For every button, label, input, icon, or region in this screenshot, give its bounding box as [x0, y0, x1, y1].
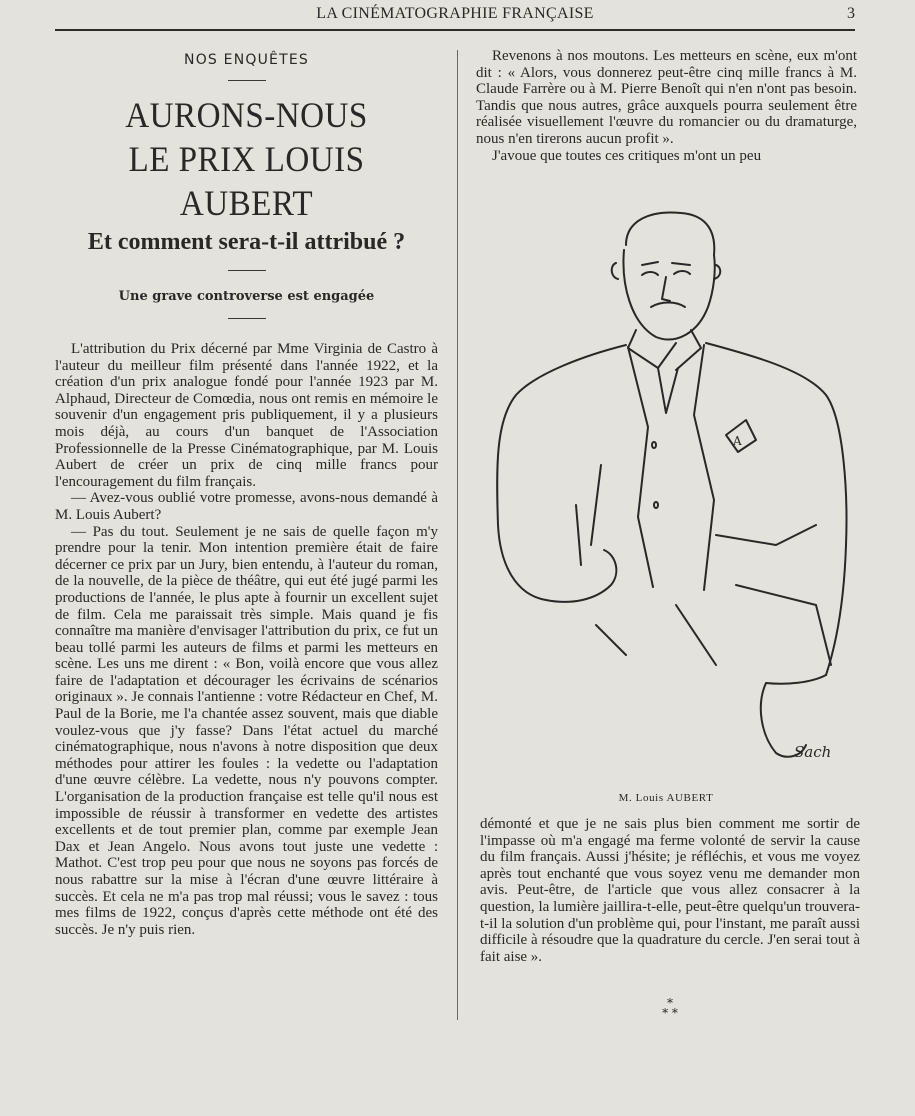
badge-letter: A	[733, 434, 742, 448]
headline	[70, 93, 422, 225]
deck-rule	[228, 318, 266, 319]
collar	[628, 330, 701, 370]
paragraph: J'avoue que toutes ces critiques m'ont un peu	[492, 147, 762, 164]
eyes	[642, 271, 690, 275]
eyebrows	[642, 262, 690, 265]
deck: Une grave controverse est engagée	[118, 289, 375, 304]
jacket-buttons	[652, 442, 658, 508]
necktie	[658, 368, 678, 413]
headline-line-1: AURONS-NOUS	[125, 95, 368, 135]
article-body-right-top	[476, 48, 857, 164]
subheadline: Et comment sera-t-il attribué ?	[87, 229, 406, 255]
article-body-right-bottom	[480, 816, 860, 965]
paragraph: Revenons à nos moutons. Les metteurs en scène, eux m'ont dit : « Alors, vous donnerez peut-être cinq mille francs à M. Claude Farrère ou à M. Pierre Benoît qui n'en n'ont pas besoin. Tandis que nous autres, grâce auxquels pourra seulement être réalisée visuellement l'œuvre du romancier ou du dramaturge, nous n'en tirerons aucun profit ».	[476, 48, 857, 147]
jacket-hem	[596, 605, 716, 665]
artist-signature: Sach	[794, 743, 832, 761]
page-number: 3	[847, 5, 855, 22]
jacket-lower	[716, 525, 831, 665]
section-kicker: NOS ENQUÊTES	[184, 52, 309, 68]
asterism-top: *	[667, 996, 673, 1010]
jacket-folds	[576, 465, 601, 565]
left-column	[55, 48, 438, 938]
paragraph: — Avez-vous oublié votre promesse, avons-nous demandé à M. Louis Aubert?	[55, 490, 438, 523]
illustration-caption: M. Louis AUBERT	[618, 792, 714, 804]
paragraph: L'attribution du Prix décerné par Mme Virginia de Castro à l'auteur du meilleur film présenté dans l'année 1922, et la création d'un prix analogue fondé pour l'année 1923 par M. Alphaud, Directeur de Comœdia, nous ont remis en mémoire le souvenir d'un engagement pris publiquement, il y a plusieurs mois déjà, au cours d'un banquet de l'Association Professionnelle de la Presse Cinématographique, par M. Louis Aubert de créer un prix de cinq mille francs pour l'encouragement du film français.	[55, 341, 438, 490]
hair-outline	[626, 212, 714, 255]
asterism-ornament	[655, 998, 685, 1018]
moustache	[651, 303, 685, 308]
kicker-rule	[228, 80, 266, 81]
paragraph: — Pas du tout. Seulement je ne sais de quelle façon m'y prendre pour la tenir. Mon intention première était de faire décerner ce prix par un Jury, bien entendu, à l'auteur du roman, de la nouvelle, de la pièce de théâtre, qui eut été jugé parmi les productions de l'année, le plus apte à fournir un excellent sujet de film. Cela me paraissait très simple. Mais quand je fis connaître ma manière d'envisager l'attribution du prix, ce fut un beau tollé parmi les auteurs de films et parmi les metteurs en scène. Les uns me dirent : « Bon, voilà encore que vous allez faire de l'adaptation et décourager les écrivains de scénarios originaux ». Je connais l'antienne : votre Rédacteur en Chef, M. Paul de la Borie, me l'a chantée assez souvent, mais que diable voulez-vous que j'y fasse? Dans l'état actuel du marché cinématographique, nous n'avons à notre disposition que deux méthodes pour attirer les foules : la vedette ou l'adaptation d'une œuvre célèbre. La vedette, nous n'y pouvons compter. L'organisation de la production française est telle qu'il nous est impossible de réussir à transformer en vedette des artistes excellents et de tout premier plan, comme par exemple Jean Dax et Jean Angelo. Nous avons tout juste une vedette : Mathot. C'est trop peu pour que nous ne soyons pas forcés de nous rabattre sur la mise à l'écran d'une œuvre littéraire à succès. Et cela ne m'a pas trop mal réussi; vous le savez : tous mes films de 1922, conçus d'après cette méthode ont été des succès. Je n'y puis rien.	[55, 523, 438, 938]
portrait-illustration	[476, 205, 856, 785]
asterism-bottom: * *	[662, 1006, 678, 1020]
subhead-rule	[228, 270, 266, 271]
lapels	[628, 345, 714, 590]
headline-line-2: LE PRIX LOUIS AUBERT	[128, 139, 365, 223]
running-head	[55, 2, 855, 26]
nose	[662, 277, 670, 301]
face-outline	[623, 250, 714, 339]
right-column	[476, 48, 857, 164]
paragraph: démonté et que je ne sais plus bien comment me sortir de l'impasse où m'a engagé ma ferme volonté de servir la cause du film français. Aussi j'hésite; je réfléchis, et vous me voyez après tout enchanté que vous soyez venu me demander mon avis. Peut-être, de l'article que vous allez consacrer à la question, la lumière jaillira-t-elle, peut-être quelqu'un trouvera-t-il la solution d'un problème qui, pour l'instant, me paraît aussi difficile à résoudre que la quadrature du cercle. J'en serai tout à fait aise ».	[480, 816, 860, 965]
article-body-left	[55, 341, 438, 938]
publication-title: LA CINÉMATOGRAPHIE FRANÇAISE	[316, 5, 594, 22]
right-shoulder-arm	[706, 343, 846, 675]
left-shoulder-arm	[497, 345, 626, 600]
header-rule	[55, 29, 855, 31]
column-divider	[457, 50, 458, 1020]
